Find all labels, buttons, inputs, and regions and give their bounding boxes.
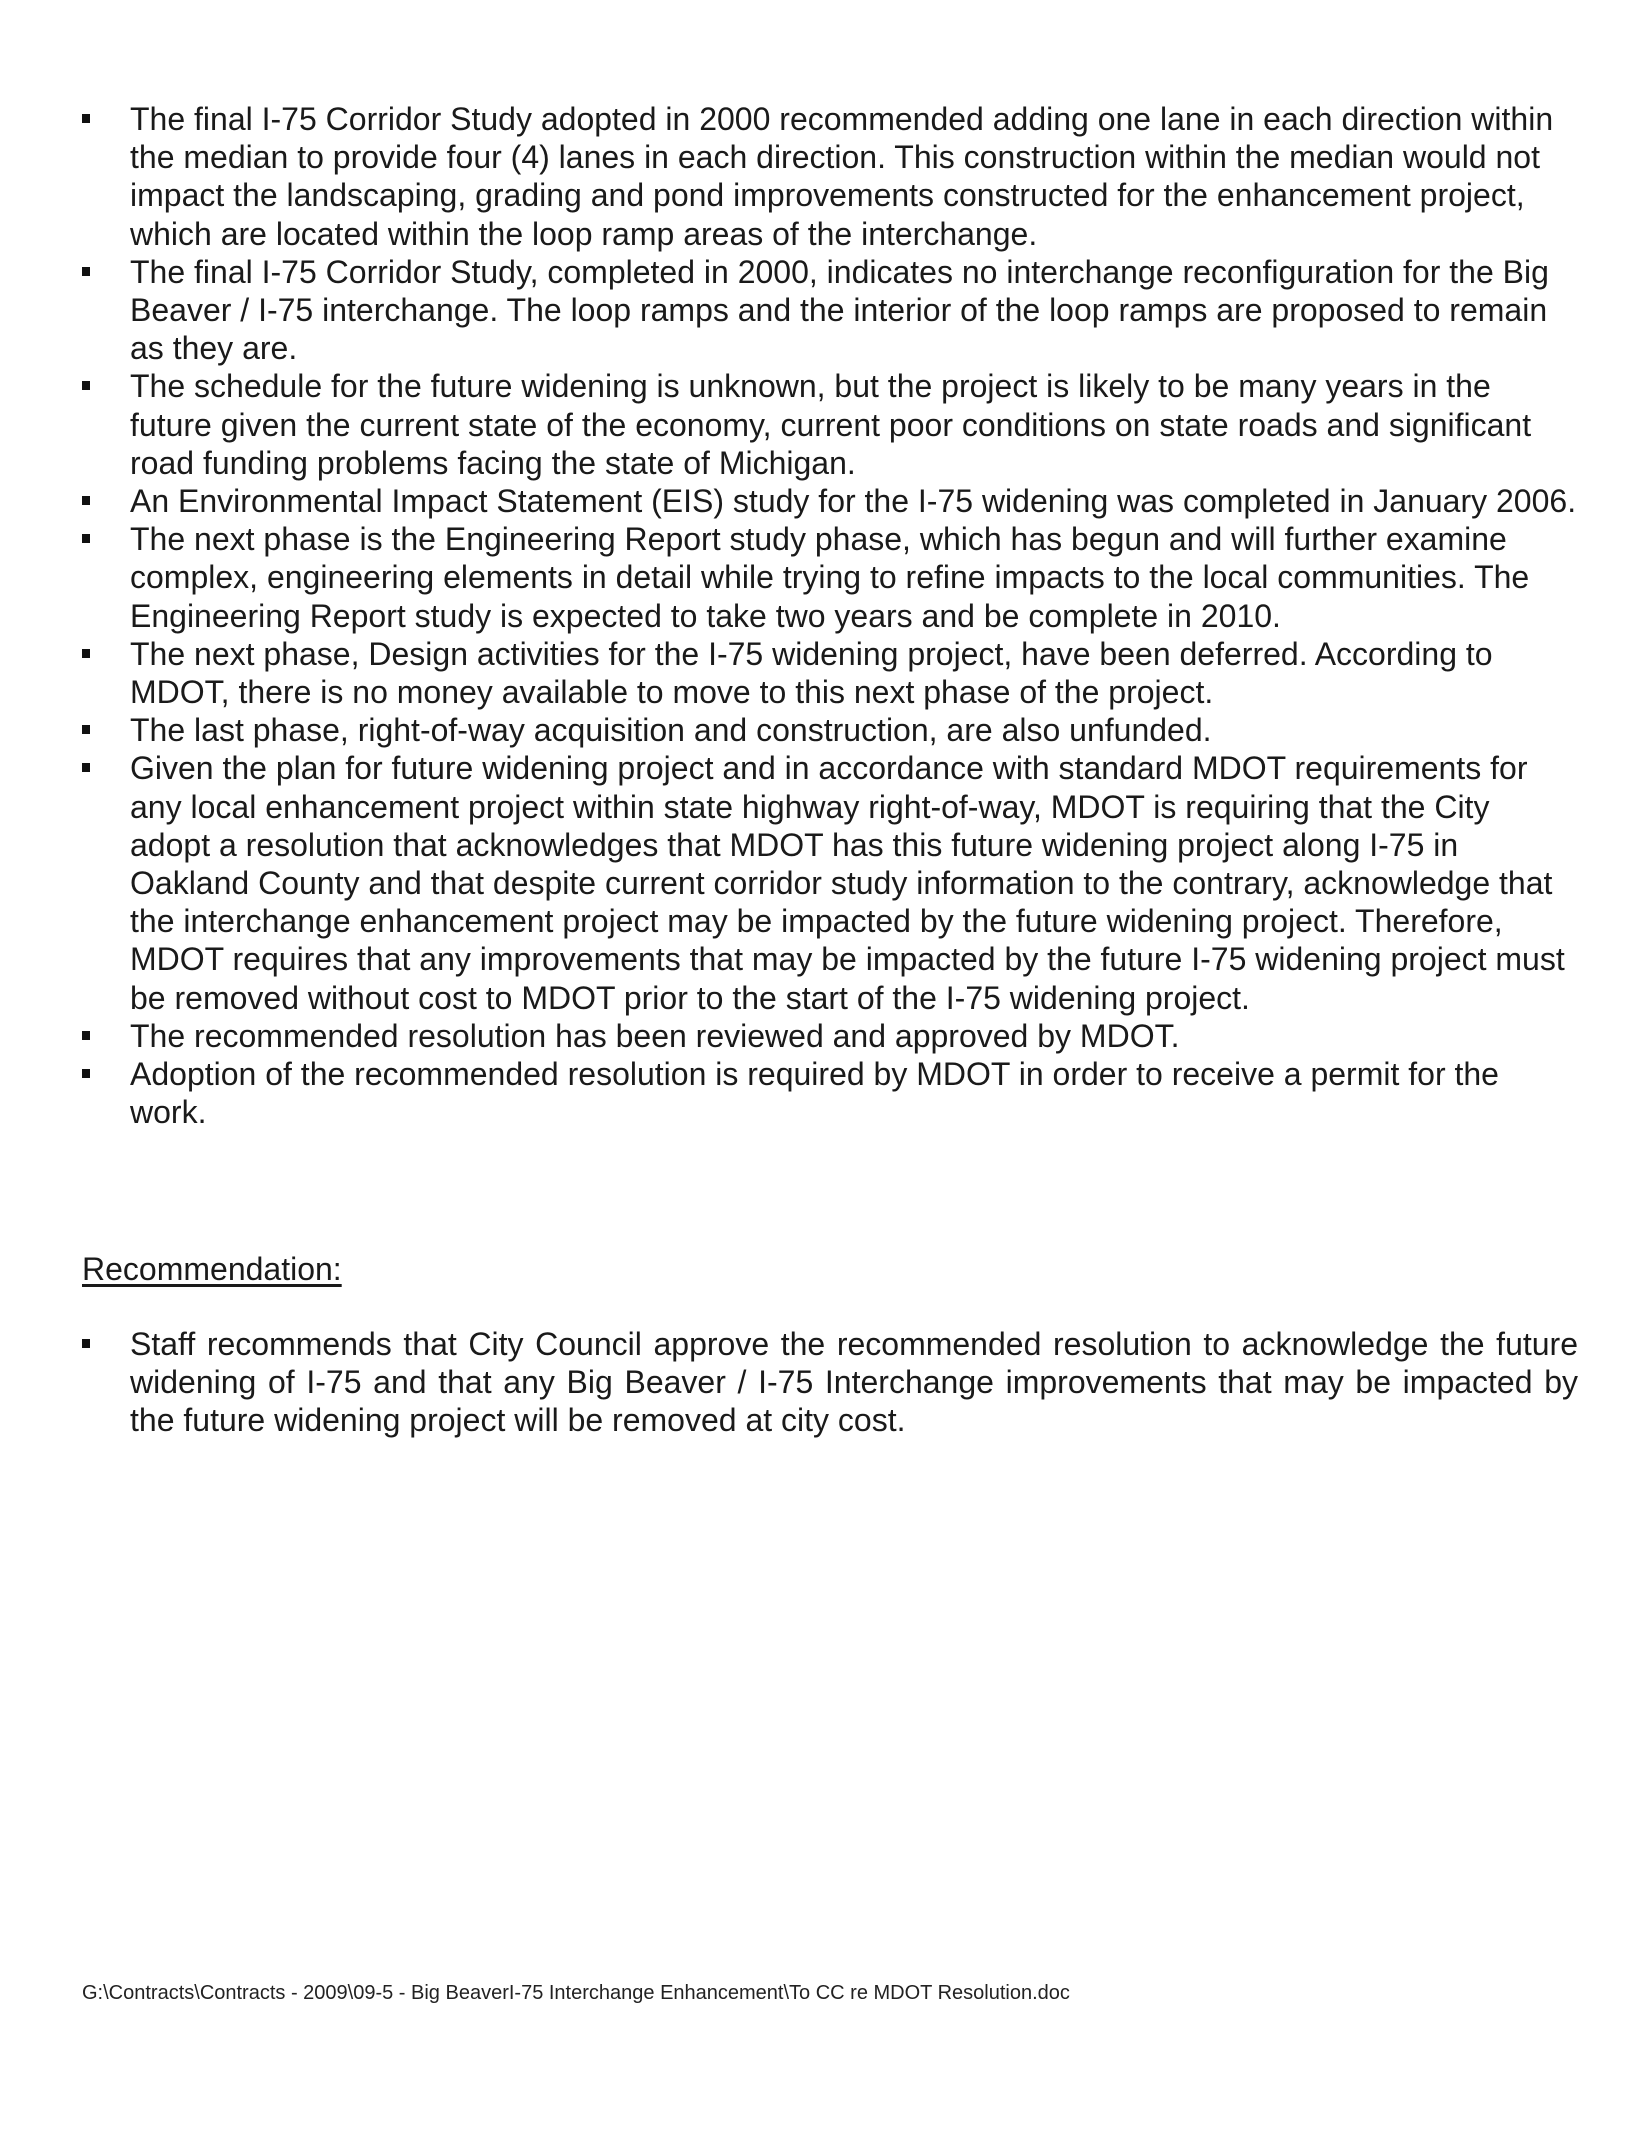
square-bullet-icon: [82, 1069, 90, 1078]
list-item: [78, 1017, 1578, 1055]
bullet-text: Adoption of the recommended resolution is required by MDOT in order to receive a permit for the work.: [130, 1056, 1499, 1131]
list-item: [78, 482, 1578, 520]
bullet-text: The final I-75 Corridor Study adopted in 2000 recommended adding one lane in each direction within the median to provide four (4) lanes in each direction. This construction within the median would not impact the landscaping, grading and pond improvements constructed for the enhancement project, which are located within the loop ramp areas of the interchange.: [130, 101, 1554, 252]
bullet-text: The next phase is the Engineering Report study phase, which has begun and will further examine complex, engineering elements in detail while trying to refine impacts to the local communities. The Engineering Report study is expected to take two years and be complete in 2010.: [130, 521, 1530, 634]
square-bullet-icon: [82, 381, 90, 390]
list-item: [78, 749, 1578, 1016]
bullet-text: The recommended resolution has been reviewed and approved by MDOT.: [130, 1017, 1180, 1054]
footer-file-path: G:\Contracts\Contracts - 2009\09-5 - Big BeaverI-75 Interchange Enhancement\To CC re MDOT Resolution.doc: [82, 1982, 1070, 2004]
recommendation-text: Staff recommends that City Council approve the recommended resolution to acknowledge the future widening of I-75 and that any Big Beaver / I-75 Interchange improvements that may be impacted by the future widening project will be removed at city cost.: [130, 1326, 1578, 1439]
list-item: [78, 711, 1578, 749]
list-item: [78, 1055, 1578, 1131]
bullet-text: The schedule for the future widening is unknown, but the project is likely to be many years in the future given the current state of the economy, current poor conditions on state roads and significant road funding problems facing the state of Michigan.: [130, 368, 1532, 481]
square-bullet-icon: [82, 1339, 90, 1348]
recommendation-list: [78, 1325, 1578, 1440]
recommendation-heading: Recommendation:: [82, 1251, 342, 1287]
square-bullet-icon: [82, 114, 90, 123]
list-item: [78, 1325, 1578, 1440]
bullet-text: The final I-75 Corridor Study, completed in 2000, indicates no interchange reconfiguration for the Big Beaver / I-75 interchange. The loop ramps and the interior of the loop ramps are proposed to remain as they are.: [130, 253, 1549, 367]
square-bullet-icon: [82, 496, 90, 505]
list-item: [78, 520, 1578, 635]
bullet-text: Given the plan for future widening project and in accordance with standard MDOT requirements for any local enhancement project within state highway right-of-way, MDOT is requiring that the City adopt a resolution that acknowledges that MDOT has this future widening project along I-75 in Oakland County and that despite current corridor study information to the contrary, acknowledge that the interchange enhancement project may be impacted by the future widening project. Therefore, MDOT requires that any improvements that may be impacted by the future I-75 widening project must be removed without cost to MDOT prior to the start of the I-75 widening project.: [130, 750, 1565, 1016]
bullet-text: An Environmental Impact Statement (EIS) study for the I-75 widening was completed in January 2006.: [130, 483, 1577, 520]
list-item: [78, 635, 1578, 711]
square-bullet-icon: [82, 267, 90, 276]
square-bullet-icon: [82, 1031, 90, 1040]
list-item: [78, 100, 1578, 253]
list-item: [78, 253, 1578, 368]
square-bullet-icon: [82, 534, 90, 543]
square-bullet-icon: [82, 649, 90, 658]
bullet-text: The last phase, right-of-way acquisition and construction, are also unfunded.: [130, 712, 1212, 749]
list-item: [78, 367, 1578, 482]
square-bullet-icon: [82, 725, 90, 734]
bullet-text: The next phase, Design activities for the I-75 widening project, have been deferred. According to MDOT, there is no money available to move to this next phase of the project.: [130, 635, 1493, 711]
findings-bullet-list: [78, 100, 1578, 1131]
square-bullet-icon: [82, 763, 90, 772]
